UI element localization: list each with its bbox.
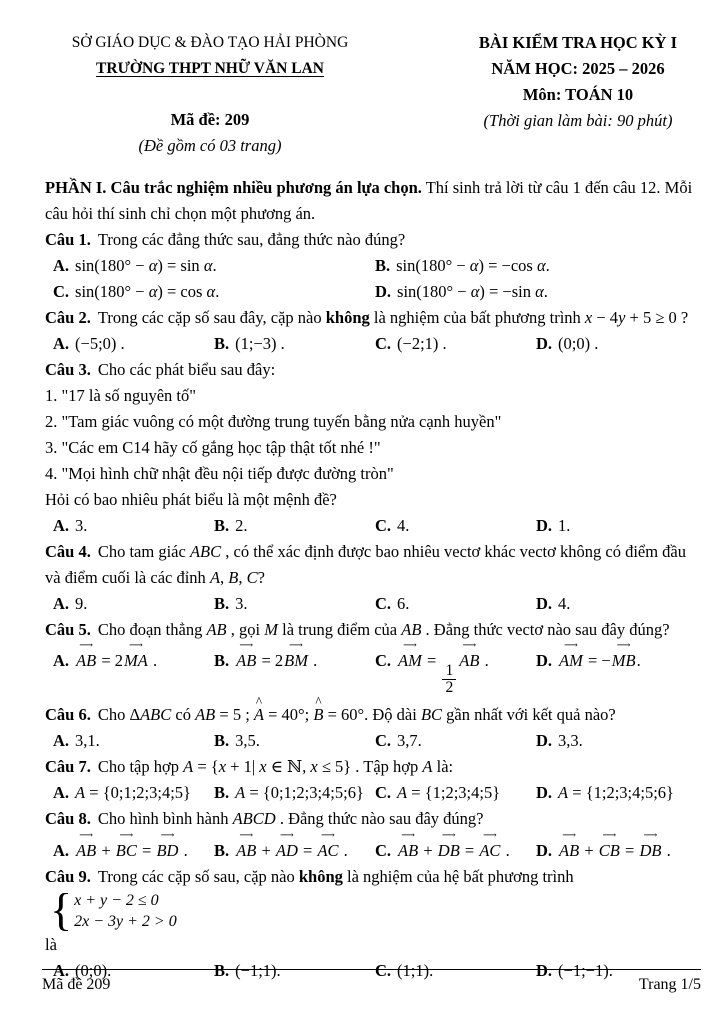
option-b: B. (−1;1).: [214, 960, 281, 980]
option-d: D. (−1;−1).: [536, 960, 613, 980]
option-c: C. sin(180° − α) = cos α.: [53, 282, 220, 301]
header-left-block: [45, 30, 375, 159]
footer-divider: [42, 969, 701, 970]
department-name: SỞ GIÁO DỤC & ĐÀO TẠO HẢI PHÒNG: [71, 34, 349, 51]
option-b: B. 3.: [214, 594, 248, 613]
part-1-instructions-text: Thí sinh trả lời từ câu 1 đến câu 12. Mỗi câu hỏi thí sinh chỉ chọn một phương án.: [45, 178, 693, 223]
question-text: Cho đoạn thẳng AB , gọi M là trung điểm của AB . Đẳng thức vectơ nào sau đây đúng?: [97, 620, 670, 639]
option-d: D. 1.: [536, 516, 571, 535]
options: [45, 780, 697, 806]
option-a: A. ⟶ AB + ⟶ BC = ⟶ BD .: [53, 838, 214, 864]
question-text: Cho tập hợp A = {x + 1| x ∈ ℕ, x ≤ 5} . Tập hợp A là:: [97, 756, 454, 776]
question-label: Câu 8.: [45, 808, 91, 828]
footer-exam-code: Mã đề 209: [42, 976, 111, 993]
option-b: B. (1;−3) .: [214, 334, 285, 353]
statement-4: 4. "Mọi hình chữ nhật đều nội tiếp được đường tròn": [45, 464, 394, 483]
option-a: A. (−5;0) .: [53, 334, 125, 353]
header-right-block: [459, 30, 697, 159]
question-label: Câu 9.: [45, 866, 91, 886]
part-1-instructions: [45, 175, 697, 227]
option-a: A. sin(180° − α) = sin α.: [53, 256, 217, 275]
option-c: C. (1;1).: [375, 960, 434, 980]
question-text: Cho tam giác ABC , có thể xác định được bao nhiêu vectơ khác vectơ không có điểm đầu và điểm cuối là các đỉnh A, B, C?: [45, 542, 687, 587]
options: [45, 253, 697, 305]
exam-title: BÀI KIỂM TRA HỌC KỲ I: [478, 33, 678, 52]
option-d: D. A = {1;2;3;4;5;6}: [536, 782, 674, 802]
footer-page-number: Trang 1/5: [638, 976, 701, 993]
school-year: NĂM HỌC: 2025 – 2026: [491, 59, 665, 78]
statement-3: 3. "Các em C14 hãy cố gắng học tập thật tốt nhé !": [45, 438, 381, 457]
question-1: [45, 227, 697, 305]
option-c: C. 4.: [375, 516, 410, 535]
options: [45, 728, 697, 754]
option-d: D. (0;0) .: [536, 334, 599, 353]
question-text: Trong các cặp số sau đây, cặp nào không là nghiệm của bất phương trình x − 4y + 5 ≥ 0 ?: [97, 308, 689, 327]
duration-note: (Thời gian làm bài: 90 phút): [483, 111, 673, 130]
option-a: A. ⟶ AB = 2⟶ MA .: [53, 648, 214, 697]
option-c: C. 3,7.: [375, 730, 422, 750]
question-label: Câu 3.: [45, 360, 91, 379]
option-a: A. (0;0).: [53, 960, 112, 980]
exam-code: Mã đề: 209: [170, 110, 250, 129]
question-label: Câu 2.: [45, 308, 91, 327]
option-d: D. 3,3.: [536, 730, 583, 750]
option-d: D. ⟶ AB + ⟶ CB = ⟶ DB .: [536, 838, 697, 864]
subject: Môn: TOÁN 10: [522, 85, 634, 104]
question-4: [45, 539, 697, 617]
part-1-heading: PHẦN I. Câu trắc nghiệm nhiều phương án lựa chọn.: [45, 178, 422, 197]
option-b: B. ⟶ AB + ⟶ AD = ⟶ AC .: [214, 838, 375, 864]
options: [45, 643, 697, 702]
question-5: [45, 617, 697, 702]
option-a: A. 3,1.: [53, 730, 100, 750]
question-text: Trong các cặp số sau, cặp nào không là nghiệm của hệ bất phương trình { x + y − 2 ≤ 0 2x − 3y + 2 > 0: [50, 866, 574, 936]
question-3: [45, 357, 697, 539]
question-text: Trong các đẳng thức sau, đẳng thức nào đúng?: [97, 230, 406, 249]
option-b: B. ⟶ AB = 2⟶ BM .: [214, 648, 375, 697]
option-a: A. A = {0;1;2;3;4;5}: [53, 782, 191, 802]
question-label: Câu 6.: [45, 704, 91, 724]
options: [45, 832, 697, 864]
option-c: C. (−2;1) .: [375, 334, 447, 353]
question-7: [45, 754, 697, 806]
option-a: A. 9.: [53, 594, 88, 613]
options: [45, 513, 697, 539]
options: [45, 591, 697, 617]
question-text-continued: là: [45, 934, 57, 954]
option-b: B. 3,5.: [214, 730, 260, 750]
question-9: [45, 864, 697, 984]
question-label: Câu 5.: [45, 620, 91, 639]
statement-1: 1. "17 là số nguyên tố": [45, 386, 196, 405]
question-label: Câu 7.: [45, 756, 91, 776]
option-c: C. 6.: [375, 594, 410, 613]
statement-question: Hỏi có bao nhiêu phát biểu là một mệnh đề?: [45, 490, 337, 509]
option-c: C. A = {1;2;3;4;5}: [375, 782, 501, 802]
statement-2: 2. "Tam giác vuông có một đường trung tuyến bằng nửa cạnh huyền": [45, 412, 502, 431]
option-b: B. sin(180° − α) = −cos α.: [375, 256, 550, 275]
question-6: [45, 702, 697, 754]
option-d: D. 4.: [536, 594, 571, 613]
option-b: B. A = {0;1;2;3;4;5;6}: [214, 782, 364, 802]
option-d: D. ⟶ AM = −⟶ MB.: [536, 648, 697, 697]
question-text: Cho ΔABC có AB = 5 ; ^ A = 40°; ^ B = 60°. Độ dài BC gần nhất với kết quả nào?: [98, 705, 616, 724]
question-8: [45, 806, 697, 864]
options: [45, 331, 697, 357]
question-text: Cho các phát biểu sau đây:: [97, 360, 276, 379]
question-label: Câu 4.: [45, 542, 91, 561]
option-c: C. ⟶ AM = $\frac{1}{2}$ ⟶ AB .: [375, 648, 536, 697]
page-footer: [42, 969, 701, 998]
exam-header: [45, 30, 697, 159]
option-c: C. ⟶ AB + ⟶ DB = ⟶ AC .: [375, 838, 536, 864]
school-name: TRƯỜNG THPT NHỮ VĂN LAN: [96, 60, 324, 77]
pages-note: (Đề gồm có 03 trang): [138, 136, 282, 155]
option-b: B. 2.: [214, 516, 248, 535]
question-text: Cho hình bình hành ABCD . Đẳng thức nào sau đây đúng?: [97, 808, 484, 828]
option-a: A. 3.: [53, 516, 88, 535]
question-label: Câu 1.: [45, 230, 91, 249]
option-d: D. sin(180° − α) = −sin α.: [375, 282, 548, 301]
question-2: [45, 305, 697, 357]
